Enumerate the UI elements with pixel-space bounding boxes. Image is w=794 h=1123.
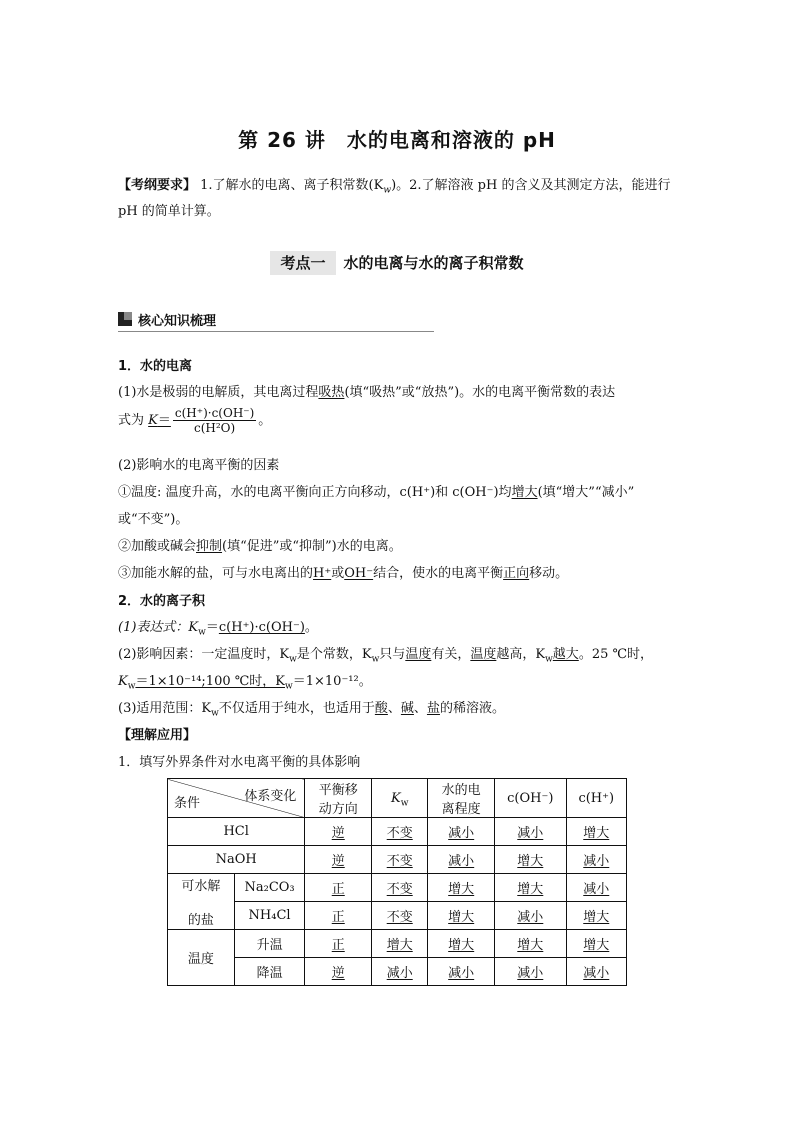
header-cell: c(OH⁻) <box>495 779 566 818</box>
answer-blank: 正向 <box>503 566 530 581</box>
table-cell: 不变 <box>372 818 428 846</box>
answer-blank: c(H⁺)·c(OH⁻) <box>218 620 305 635</box>
s1-p2: 式为 K＝ $\frac{c(H^+)\cdot c(OH^-)}{\text{c(H²O)}}$ 。 <box>118 406 272 435</box>
s2-p2: (2)影响因素：一定温度时，$K_w$是个常数，$K_w$只与温度有关，温度越高，$K_w$越大。25 ℃时， <box>118 647 654 665</box>
header-cell: 平衡移 动方向 <box>305 779 372 818</box>
table-header-row <box>168 779 627 818</box>
kaodian-heading <box>0 252 794 273</box>
diagonal-header-cell <box>168 779 305 818</box>
section-divider <box>118 331 434 332</box>
diag-bottom-label: 条件 <box>174 796 201 811</box>
table-row <box>168 818 627 846</box>
table-cell: 逆 <box>305 846 372 874</box>
table-row <box>168 874 627 902</box>
s1-p3: (2)影响水的电离平衡的因素 <box>118 458 280 473</box>
answer-blank: ＝1×10⁻¹⁴;100 ℃时，K <box>135 674 286 689</box>
group-label: 可水解 的盐 <box>168 874 235 930</box>
table-cell: 逆 <box>305 818 372 846</box>
table-cell: 增大 <box>428 902 495 930</box>
table-cell: 减小 <box>372 958 428 986</box>
answer-blank: 吸热 <box>318 385 345 400</box>
table-row <box>168 958 627 986</box>
s2-p3: $K_w=1\times 10^{-14};100$ ℃时，$K_w=1\times 10^{-12}$。 <box>118 674 372 692</box>
diag-top-label: 体系变化 <box>244 789 297 804</box>
table-cell: 增大 <box>495 846 566 874</box>
table-row <box>168 902 627 930</box>
section-square-icon-inner <box>124 312 132 320</box>
table-cell: 减小 <box>495 902 566 930</box>
table-cell: 增大 <box>566 930 626 958</box>
answer-blank: 抑制 <box>196 539 223 554</box>
table-cell: 增大 <box>566 902 626 930</box>
table-cell: 逆 <box>305 958 372 986</box>
requirements-text-2: )。2.了解溶液 pH 的含义及其测定方法，能进行 pH 的简单计算。 <box>118 178 671 219</box>
header-cell: c(H⁺) <box>566 779 626 818</box>
table-cell: 增大 <box>428 874 495 902</box>
table-cell: 增大 <box>495 874 566 902</box>
influence-table <box>167 778 627 986</box>
row-label: 升温 <box>234 930 305 958</box>
table-cell: 增大 <box>495 930 566 958</box>
header-cell: $K_w$ <box>372 779 428 818</box>
table-cell: 减小 <box>428 958 495 986</box>
table-cell: 减小 <box>495 958 566 986</box>
table-cell: 减小 <box>495 818 566 846</box>
table-cell: 增大 <box>566 818 626 846</box>
section-title: 核心知识梳理 <box>138 314 217 329</box>
table-cell: 不变 <box>372 902 428 930</box>
table-cell: 正 <box>305 874 372 902</box>
s1-p6: ②加酸或碱会抑制(填“促进”或“抑制”)水的电离。 <box>118 539 402 554</box>
header-cell: 水的电 离程度 <box>428 779 495 818</box>
table-cell: 增大 <box>372 930 428 958</box>
row-label: NH₄Cl <box>234 902 305 930</box>
answer-blank: 温度 <box>470 647 497 662</box>
s2-p4: (3)适用范围：$K_w$不仅适用于纯水，也适用于酸、碱、盐的稀溶液。 <box>118 701 505 719</box>
answer-blank: 酸 <box>374 701 388 716</box>
answer-blank: 越大 <box>552 647 579 662</box>
answer-blank: H⁺ <box>313 566 332 581</box>
table-cell: 正 <box>305 902 372 930</box>
table-cell: 减小 <box>566 958 626 986</box>
table-cell: 增大 <box>428 930 495 958</box>
kaodian-box: 考点一 <box>270 251 335 275</box>
s1-heading: 1．水的电离 <box>118 359 193 374</box>
s1-p1: (1)水是极弱的电解质，其电离过程吸热(填“吸热”或“放热”)。水的电离平衡常数的表达 <box>118 385 616 400</box>
table-cell: 正 <box>305 930 372 958</box>
requirements-paragraph <box>118 173 684 225</box>
section-header <box>118 310 438 334</box>
s2-heading: 2．水的离子积 <box>118 594 206 609</box>
answer-blank: 盐 <box>426 701 440 716</box>
answer-blank: 温度 <box>405 647 432 662</box>
table-cell: 减小 <box>428 818 495 846</box>
answer-blank: 碱 <box>400 701 414 716</box>
table-cell: 减小 <box>566 846 626 874</box>
table-cell: 减小 <box>428 846 495 874</box>
table-row <box>168 846 627 874</box>
table-cell: 不变 <box>372 846 428 874</box>
s2-p1: (1)表达式：$K_w=c(H^+)\cdot c(OH^-)$。 <box>118 620 318 638</box>
apply-tag: 【理解应用】 <box>118 728 197 743</box>
row-label: NaOH <box>168 846 305 874</box>
group-label: 温度 <box>168 930 235 986</box>
answer-blank: K＝ $\frac{c(H^+)\cdot c(OH^-)}{\text{c(H²O)}}$ <box>148 406 255 435</box>
s1-p7: ③加能水解的盐，可与水电离出的H⁺或OH⁻结合，使水的电离平衡正向移动。 <box>118 566 569 581</box>
kw-fraction: $\frac{c(H^+)\cdot c(OH^-)}{\text{c(H²O)}}$ <box>174 406 255 435</box>
s1-p4: ①温度: 温度升高，水的电离平衡向正方向移动，c(H⁺)和 c(OH⁻)均增大(填“增大”“减小” <box>118 485 635 500</box>
table-cell: 减小 <box>566 874 626 902</box>
row-label: HCl <box>168 818 305 846</box>
requirements-tag: 【考纲要求】 <box>118 178 197 193</box>
page-title: 第 26 讲 水的电离和溶液的 pH <box>238 128 556 152</box>
table-cell: 不变 <box>372 874 428 902</box>
answer-blank: OH⁻ <box>344 566 374 581</box>
requirements-text: 1.了解水的电离、离子积常数(K <box>196 178 384 193</box>
s1-p5: 或“不变”)。 <box>118 512 189 527</box>
answer-blank: 增大 <box>511 485 538 500</box>
table-row <box>168 930 627 958</box>
kaodian-title: 水的电离与水的离子积常数 <box>343 254 524 272</box>
row-label: 降温 <box>234 958 305 986</box>
question-1: 1．填写外界条件对水电离平衡的具体影响 <box>118 755 361 770</box>
kw-sub-text: w <box>383 185 392 196</box>
row-label: Na₂CO₃ <box>234 874 305 902</box>
